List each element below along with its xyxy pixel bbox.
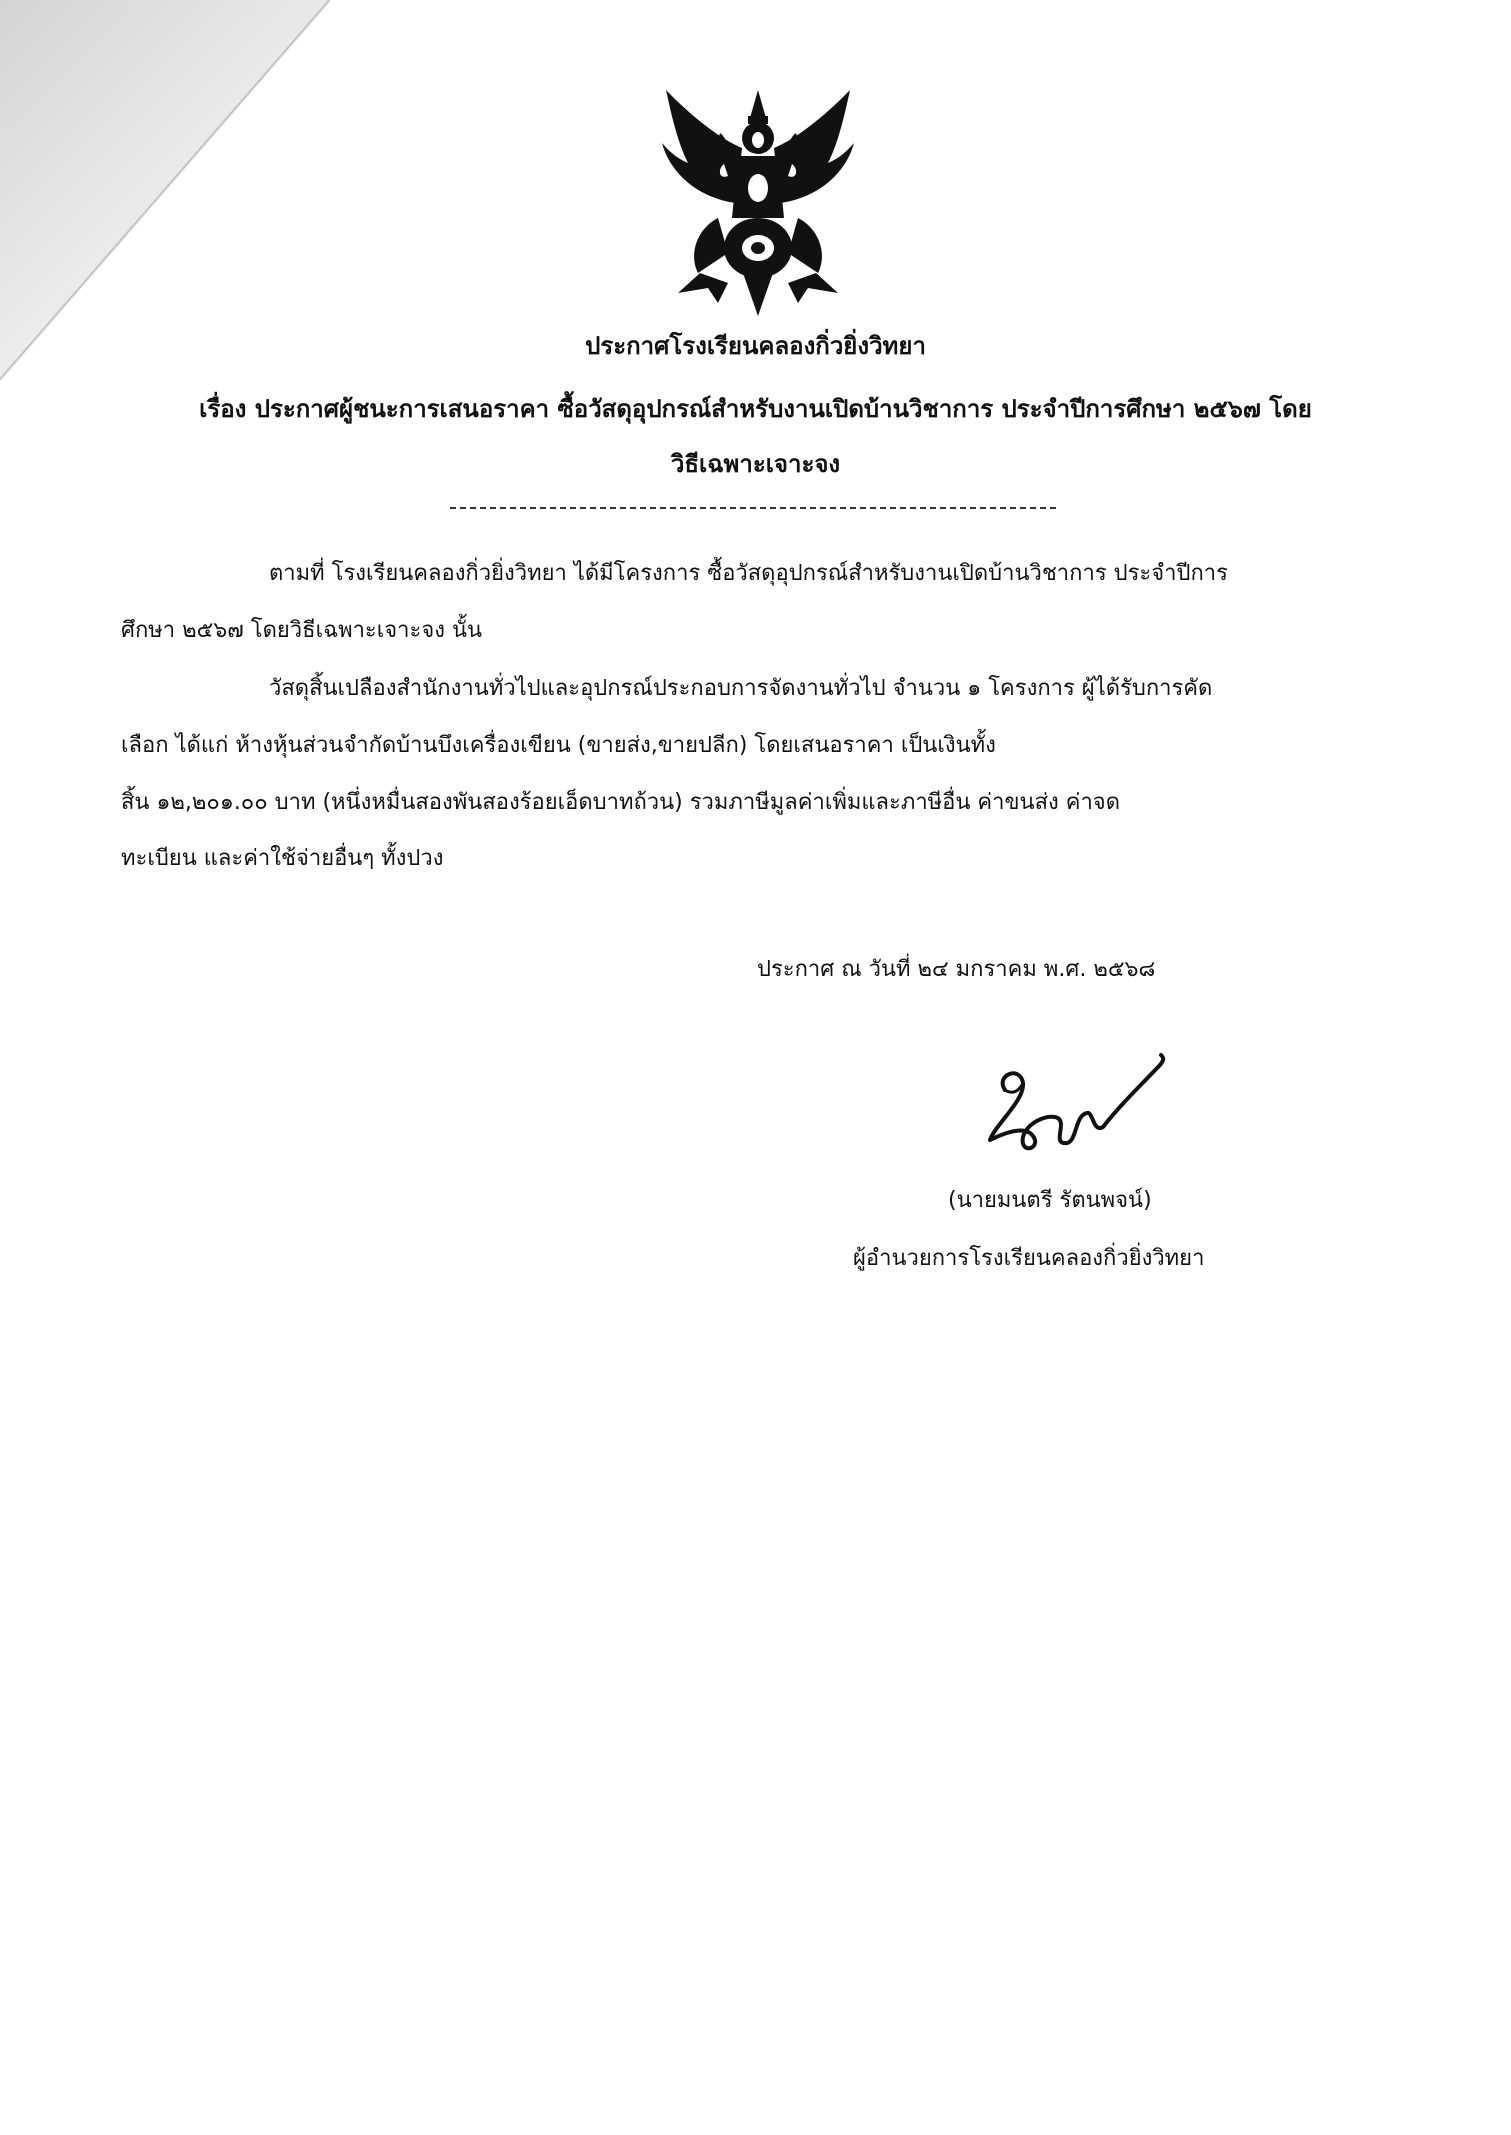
announcement-date: ประกาศ ณ วันที่ ๒๔ มกราคม พ.ศ. ๒๕๖๘: [757, 957, 1156, 982]
paragraph-2-line-3: สิ้น ๑๒,๒๐๑.๐๐ บาท (หนึ่งหมื่นสองพันสองร้อยเอ็ดบาทถ้วน) รวมภาษีมูลค่าเพิ่มและภาษีอื่น ค่าขนส่ง ค่าจด: [121, 790, 1120, 815]
dashed-divider: [450, 507, 1056, 509]
garuda-emblem-icon: [658, 88, 858, 318]
signer-title: ผู้อำนวยการโรงเรียนคลองกิ่วยิ่งวิทยา: [853, 1246, 1205, 1271]
paragraph-2-line-4: ทะเบียน และค่าใช้จ่ายอื่นๆ ทั้งปวง: [121, 846, 444, 871]
handwritten-signature: [975, 1045, 1175, 1155]
subject-line-2: วิธีเฉพาะเจาะจง: [670, 450, 841, 478]
announcement-title: ประกาศโรงเรียนคลองกิ่วยิ่งวิทยา: [585, 332, 926, 360]
paragraph-2-line-2: เลือก ได้แก่ ห้างหุ้นส่วนจำกัดบ้านบึงเครื่องเขียน (ขายส่ง,ขายปลีก) โดยเสนอราคา เป็นเงินทั้ง: [121, 733, 996, 758]
subject-line-1: เรื่อง ประกาศผู้ชนะการเสนอราคา ซื้อวัสดุอุปกรณ์สำหรับงานเปิดบ้านวิชาการ ประจำปีการศึกษา ๒๕๖๗ โดย: [199, 395, 1312, 423]
signer-name: (นายมนตรี รัตนพจน์): [948, 1188, 1152, 1213]
paragraph-1-line-2: ศึกษา ๒๕๖๗ โดยวิธีเฉพาะเจาะจง นั้น: [121, 618, 483, 643]
paragraph-2-line-1: วัสดุสิ้นเปลืองสำนักงานทั่วไปและอุปกรณ์ประกอบการจัดงานทั่วไป จำนวน ๑ โครงการ ผู้ได้รับการคัด: [269, 676, 1213, 701]
paragraph-1-line-1: ตามที่ โรงเรียนคลองกิ่วยิ่งวิทยา ได้มีโครงการ ซื้อวัสดุอุปกรณ์สำหรับงานเปิดบ้านวิชาการ ประจำปีการ: [269, 561, 1228, 586]
page-fold-line: [0, 0, 330, 380]
